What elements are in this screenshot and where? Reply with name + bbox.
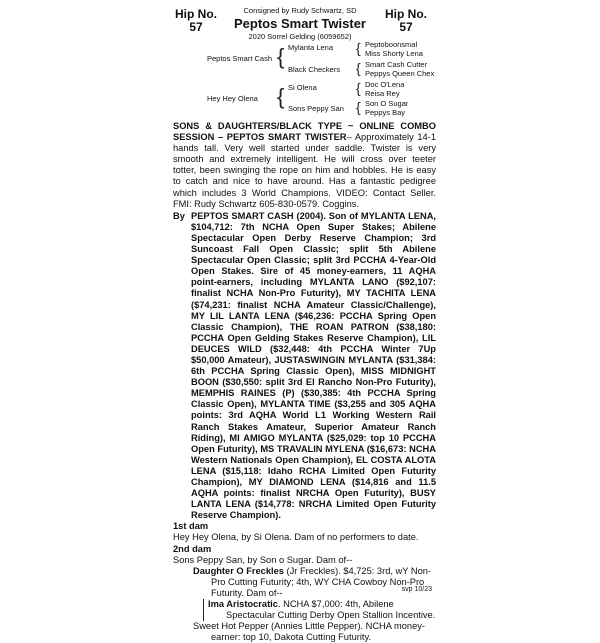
hip-value-left: 57 bbox=[189, 20, 203, 34]
first-dam-label: 1st dam bbox=[173, 521, 209, 532]
brace: { bbox=[356, 80, 361, 96]
pedigree-g8: Peppys Bay bbox=[365, 108, 406, 117]
produce-record-1 bbox=[193, 566, 436, 599]
brace: { bbox=[277, 84, 285, 109]
brace: { bbox=[277, 44, 285, 69]
hip-number-left bbox=[172, 8, 220, 34]
consignor: Consigned by Rudy Schwartz, SD bbox=[243, 6, 357, 15]
pedigree-g3: Smart Cash Cutter bbox=[365, 60, 428, 69]
pedigree-dam-sire: Si Olena bbox=[288, 83, 317, 92]
pedigree-g1: Peptoboonsmal bbox=[365, 40, 418, 49]
horse-name: Peptos Smart Twister bbox=[234, 16, 366, 31]
foal1a-text: . NCHA $7,000: 4th, Abilene Spectacular Cutting Derby Open Stallion Incentive. bbox=[226, 599, 436, 621]
pedigree-g6: Reisa Rey bbox=[365, 89, 400, 98]
brace: { bbox=[356, 60, 361, 76]
catalog-body bbox=[173, 121, 436, 643]
second-dam-label: 2nd dam bbox=[173, 543, 212, 554]
intro-paragraph bbox=[173, 121, 436, 210]
footer-code: svp 10/23 bbox=[401, 586, 432, 593]
pedigree-sire: Peptos Smart Cash bbox=[207, 54, 273, 63]
brace: { bbox=[356, 40, 361, 56]
hip-value-right: 57 bbox=[399, 20, 413, 34]
intro-heading: SONS & DAUGHTERS/BLACK TYPE ~ ONLINE COMBO SESSION – PEPTOS SMART TWISTER bbox=[173, 121, 436, 143]
horse-description: 2020 Sorrel Gelding (6059652) bbox=[248, 32, 352, 41]
hip-label-right: Hip No. bbox=[385, 7, 427, 21]
sire-text: PEPTOS SMART CASH (2004). Son of MYLANTA LENA, $104,712: 7th NCHA Open Super Stakes; Abilene Spectacular Open Derby Reserve Champion; 3rd Suncoast Fall Open Classic; split 5th Abilene Spectacular Open Classic; split 3rd PCCHA 4-Year-Old Open Stakes. Sire of 45 money-earners, 11 AQHA point-earners, including MYLANTA LANO ($92,107: finalist NCHA Non-Pro Futurity), MY TACHITA LENA ($74,231: finalist NCHA Amateur Classic/Challenge), MY LIL LANTA LENA ($46,236: PCCHA Spring Open Classic Champion), THE ROAN PATRON ($38,180: PCCHA Open Gelding Stakes Reserve Champion), LIL DEUCES WILD ($32,448: 4th PCCHA Winter 7Up $50,000 Amateur), JUSTASWINGIN MYLANTA ($31,384: 6th PCCHA Spring Classic Open), MISS MIDNIGHT BOON ($30,550: split 3rd El Rancho Non-Pro Futurity), MEMPHIS RAINES (P) ($30,385: 4th PCCHA Spring Classic Open), MYLANTA TIME ($3,255 and 305 AQHA points: 3rd AQHA World L1 Working Western Rail Ranch Stakes Amateur, Superior Amateur Ranch Riding), MI AMIGO MYLANTA ($25,029: top 10 PCCHA Open Futurity), MS TRAVALIN MYLENA ($16,673: NCHA Western Nationals Open Champion), EL COSTA ALOTA LENA ($15,118: Idaho RCHA Limited Open Futurity Champion), MY DIAMOND LENA ($14,816 and 11.5 AQHA points: finalist NRCHA Open Futurity), BUSY LANTA LENA ($14,778: NRCHA Limited Open Futurity Reserve Champion). bbox=[191, 210, 436, 521]
foal1-name: Daughter O Freckles bbox=[193, 565, 284, 576]
first-dam-text: Hey Hey Olena, by Si Olena. Dam of no performers to date. bbox=[173, 532, 419, 543]
foal1a-name: Ima Aristocratic bbox=[208, 599, 278, 610]
pedigree-sire-dam: Black Checkers bbox=[288, 65, 341, 74]
pedigree-sire-sire: Mylanta Lena bbox=[288, 43, 334, 52]
sire-paragraph bbox=[173, 211, 436, 522]
pedigree-g2: Miss Shorty Lena bbox=[365, 49, 423, 58]
hip-number-right bbox=[382, 8, 430, 34]
brace: { bbox=[356, 99, 361, 115]
pedigree-dam-dam: Sons Peppy San bbox=[288, 104, 344, 113]
produce-record-1a bbox=[203, 599, 436, 621]
pedigree-g4: Peppys Queen Chex bbox=[365, 69, 435, 78]
hip-label-left: Hip No. bbox=[175, 7, 217, 21]
intro-text: – Approximately 14-1 hands tall. Very well started under saddle. Twister is very smooth and extremely intelligent. He will cross over teeter totter, been swinging the rope on him and hobbles. He is easy to catch and nice to have around. Has a fantastic pedigree which includes 3 World Champions. VIDEO: Contact Seller. FMI: Rudy Schwartz 605-830-0579. Coggins. bbox=[173, 132, 436, 209]
pedigree-g7: Son O Sugar bbox=[365, 99, 409, 108]
pedigree-dam: Hey Hey Olena bbox=[207, 94, 258, 103]
foal1-text: (Jr Freckles). $4,725: 3rd, wY Non-Pro Cutting Futurity; 4th, WY CHA Cowboy Non-Pro Futurity. Dam of-- bbox=[211, 565, 432, 598]
by-label: By bbox=[173, 210, 185, 221]
second-dam-text: Sons Peppy San, by Son o Sugar. Dam of-- bbox=[173, 554, 353, 565]
pedigree-g5: Doc O'Lena bbox=[365, 80, 405, 89]
produce-record-2: Sweet Hot Pepper (Annies Little Pepper). NCHA money-earner: top 10, Dakota Cutting Futurity. bbox=[193, 621, 426, 643]
